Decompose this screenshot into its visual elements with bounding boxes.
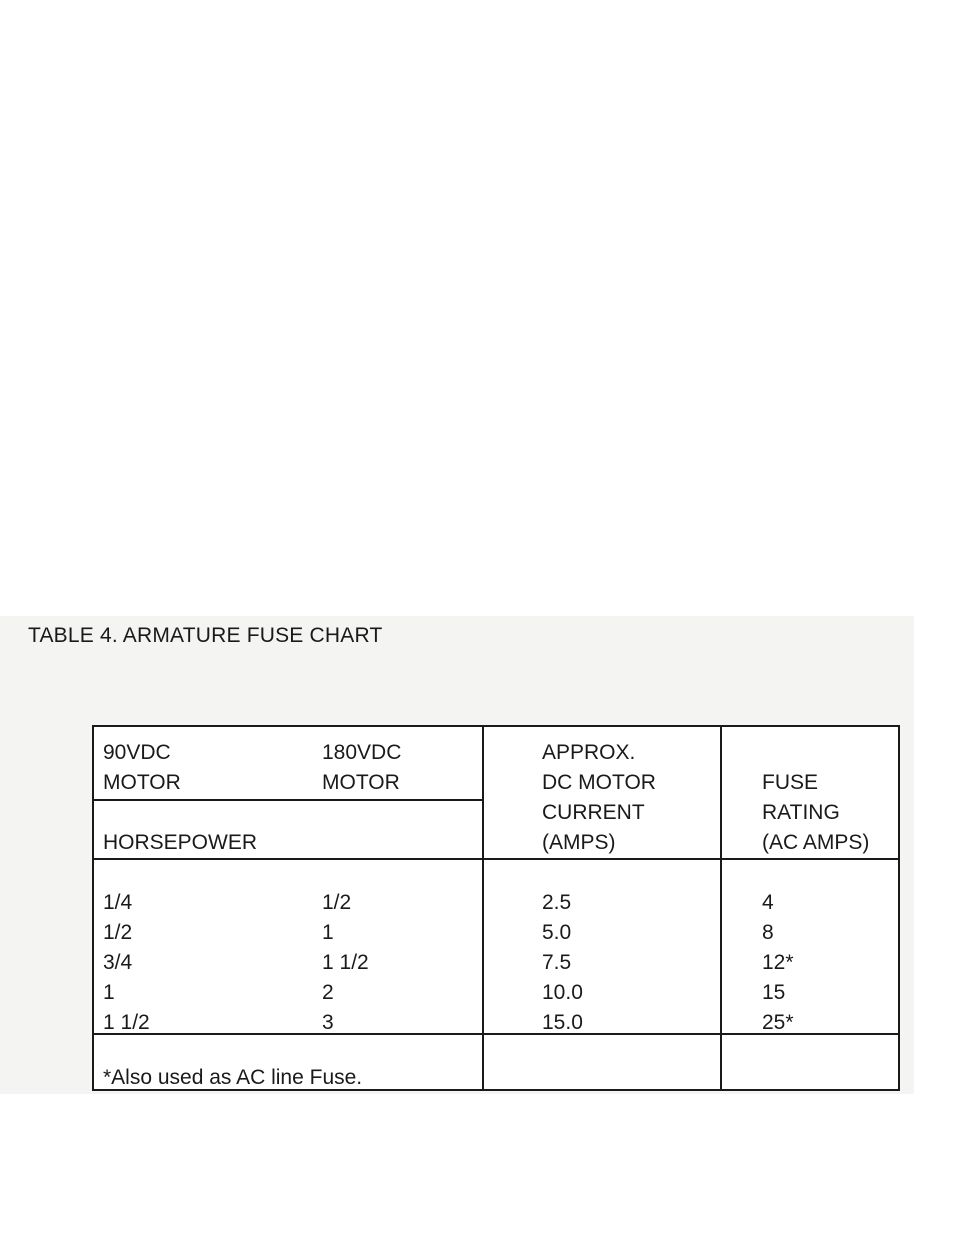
header-fuse-line1: FUSE <box>762 771 819 794</box>
table-cell-fuse: 4 <box>762 891 774 914</box>
column-current <box>542 888 583 1038</box>
table-cell-hp180: 2 <box>322 981 334 1004</box>
footnote: *Also used as AC line Fuse. <box>103 1066 363 1089</box>
header-180vdc-line1: 180VDC <box>322 741 402 764</box>
header-horsepower: HORSEPOWER <box>103 831 258 854</box>
column-divider-2 <box>720 727 722 1089</box>
table-cell-hp180: 1/2 <box>322 891 352 914</box>
header-fuse-rating <box>762 768 869 858</box>
header-fuse-line3: (AC AMPS) <box>762 831 870 854</box>
header-subdivider <box>94 799 482 801</box>
table-title: TABLE 4. ARMATURE FUSE CHART <box>28 624 383 647</box>
table-cell-hp180: 1 1/2 <box>322 951 369 974</box>
header-180vdc-line2: MOTOR <box>322 771 400 794</box>
table-cell-hp180: 1 <box>322 921 334 944</box>
table-cell-fuse: 25* <box>762 1011 794 1034</box>
header-dc-motor-current <box>542 738 656 858</box>
column-180vdc-hp <box>322 888 369 1038</box>
table-cell-current: 2.5 <box>542 891 572 914</box>
table-cell-hp90: 1/2 <box>103 921 133 944</box>
armature-fuse-table <box>92 725 900 1091</box>
header-90vdc-line2: MOTOR <box>103 771 181 794</box>
header-90vdc-line1: 90VDC <box>103 741 171 764</box>
table-cell-fuse: 8 <box>762 921 774 944</box>
table-cell-current: 5.0 <box>542 921 572 944</box>
header-90vdc-motor <box>103 738 181 798</box>
header-bottom-line <box>94 858 898 860</box>
table-cell-fuse: 12* <box>762 951 794 974</box>
table-cell-hp180: 3 <box>322 1011 334 1034</box>
table-cell-hp90: 1/4 <box>103 891 133 914</box>
header-180vdc-motor <box>322 738 401 798</box>
column-90vdc-hp <box>103 888 150 1038</box>
table-cell-current: 7.5 <box>542 951 572 974</box>
column-fuse <box>762 888 794 1038</box>
column-divider-1 <box>482 727 484 1089</box>
header-current-line4: (AMPS) <box>542 831 616 854</box>
table-cell-current: 15.0 <box>542 1011 583 1034</box>
table-cell-hp90: 1 <box>103 981 115 1004</box>
table-cell-hp90: 1 1/2 <box>103 1011 150 1034</box>
header-current-line1: APPROX. <box>542 741 636 764</box>
table-cell-current: 10.0 <box>542 981 583 1004</box>
header-fuse-line2: RATING <box>762 801 840 824</box>
header-current-line2: DC MOTOR <box>542 771 656 794</box>
header-current-line3: CURRENT <box>542 801 645 824</box>
table-cell-fuse: 15 <box>762 981 786 1004</box>
table-cell-hp90: 3/4 <box>103 951 133 974</box>
